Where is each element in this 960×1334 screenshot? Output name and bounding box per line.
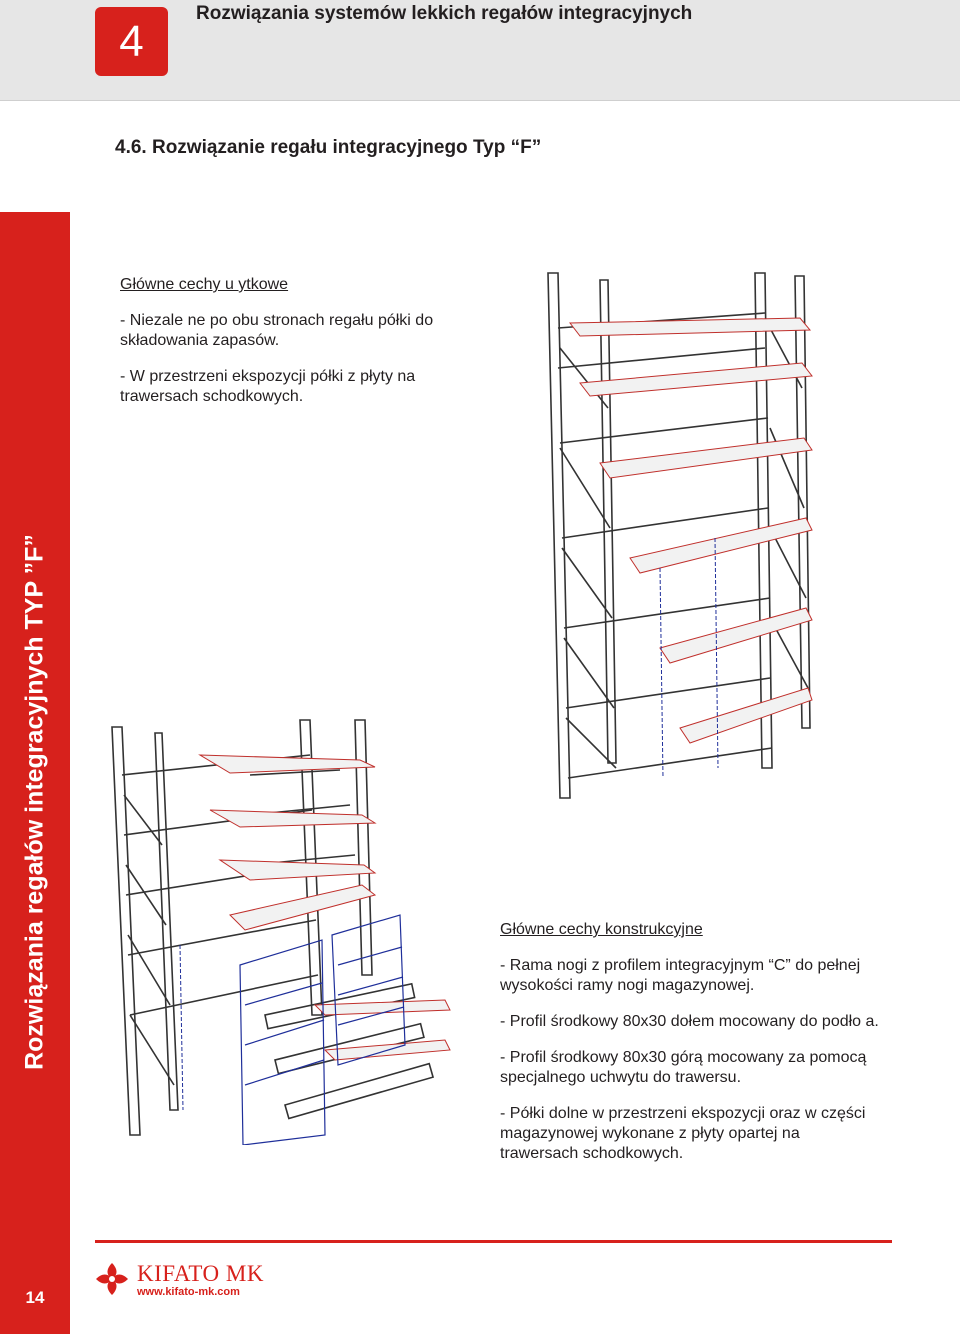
logo-name: KIFATO MK (137, 1261, 264, 1286)
kifato-logo-icon (92, 1259, 132, 1299)
section-title: 4.6. Rozwiązanie regału integracyjnego Typ “F” (115, 137, 542, 158)
kifato-logo (92, 1255, 292, 1305)
construction-feature-item: - Rama nogi z profilem integracyjnym “C” do pełnej wysokości ramy nogi magazynowej. (500, 957, 861, 994)
rack-drawing-small (100, 715, 460, 1145)
construction-feature-item: - Profil środkowy 80x30 dołem mocowany do podło a. (500, 1013, 879, 1030)
sidebar (0, 212, 70, 1334)
rack-drawing-large (540, 268, 850, 813)
page-number: 14 (25, 1288, 45, 1307)
chapter-number-badge: 4 (95, 7, 168, 76)
logo-url[interactable]: www.kifato-mk.com (137, 1286, 240, 1298)
header-title: Rozwiązania systemów lekkich regałów integracyjnych (196, 3, 693, 24)
user-features-block (120, 275, 490, 407)
user-feature-item: - W przestrzeni ekspozycji półki z płyty na trawersach schodkowych. (120, 368, 416, 405)
user-features-heading: Główne cechy u ytkowe (120, 276, 289, 293)
sidebar-vertical-title: Rozwiązania regałów integracyjnych TYP ”F” (20, 534, 49, 1070)
user-feature-item: - Niezale ne po obu stronach regału półki do składowania zapasów. (120, 312, 434, 349)
construction-features-heading: Główne cechy konstrukcyjne (500, 921, 703, 938)
construction-feature-item: - Półki dolne w przestrzeni ekspozycji oraz w części magazynowej wykonane z płyty opartej na trawersach schodkowych. (500, 1105, 866, 1162)
construction-feature-item: - Profil środkowy 80x30 górą mocowany za pomocą specjalnego uchwytu do trawersu. (500, 1049, 867, 1086)
footer-rule (95, 1240, 892, 1243)
construction-features-block (500, 920, 880, 1164)
